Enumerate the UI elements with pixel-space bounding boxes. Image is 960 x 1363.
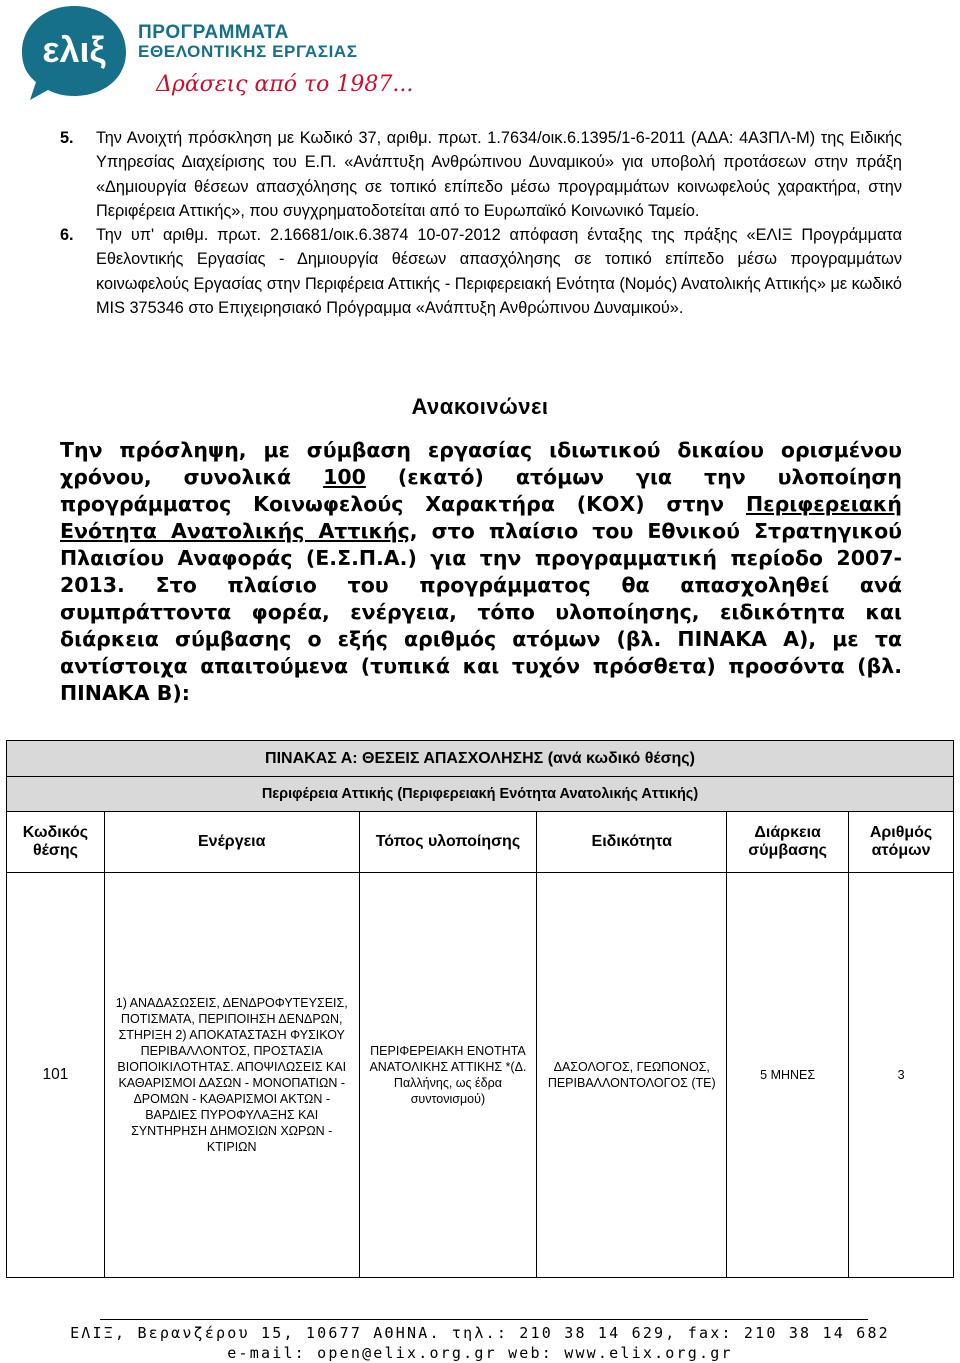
reference-item [60, 223, 902, 320]
body-text-part2: (εκατό) ατόμων για την υλοποίηση προγράμματος Κοινωφελούς Χαρακτήρα (ΚΟΧ) στην [60, 465, 902, 516]
footer-address: ΕΛΙΞ, Βερανζέρου 15, 10677 ΑΘΗΝΑ. τηλ.: 210 38 14 629, fax: 210 38 14 682 [70, 1324, 890, 1342]
column-header: Κωδικός θέσης [7, 812, 105, 873]
total-persons-count: 100 [323, 465, 366, 489]
position-specialty: ΔΑΣΟΛΟΓΟΣ, ΓΕΩΠΟΝΟΣ, ΠΕΡΙΒΑΛΛΟΝΤΟΛΟΓΟΣ (ΤΕ) [537, 873, 727, 1278]
reference-item [60, 126, 902, 223]
logo-wordmark: ελιξ [42, 29, 106, 70]
item-text: Την Ανοιχτή πρόσκληση με Κωδικό 37, αριθμ. πρωτ. 1.7634/οικ.6.1395/1-6-2011 (ΑΔΑ: 4Α3ΠΛ-Μ) της Ειδικής Υπηρεσίας Διαχείρισης του Ε.Π. «Ανάπτυξη Ανθρώπινου Δυναμικού» για υποβολή προτάσεων στην πράξη «Δημιουργία θέσεων απασχόλησης σε τοπικό επίπεδο μέσω προγραμμάτων κοινωφελούς χαρακτήρα, στην Περιφέρεια Αττικής», που συγχρηματοδοτείται από το Ευρωπαϊκό Κοινωνικό Ταμείο. [96, 129, 902, 220]
table-row [7, 873, 954, 1278]
announcement-body [60, 437, 902, 707]
column-header: Τόπος υλοποίησης [359, 812, 537, 873]
positions-table [6, 740, 954, 1278]
organization-logo [16, 2, 414, 102]
position-place: ΠΕΡΙΦΕΡΕΙΑΚΗ ΕΝΟΤΗΤΑ ΑΝΑΤΟΛΙΚΗΣ ΑΤΤΙΚΗΣ *(Δ. Παλλήνης, ως έδρα συντονισμού) [359, 873, 537, 1278]
position-action: 1) ΑΝΑΔΑΣΩΣΕΙΣ, ΔΕΝΔΡΟΦΥΤΕΥΣΕΙΣ, ΠΟΤΙΣΜΑΤΑ, ΠΕΡΙΠΟΙΗΣΗ ΔΕΝΔΡΩΝ, ΣΤΗΡΙΞΗ 2) ΑΠΟΚΑΤΑΣΤΑΣΗ ΦΥΣΙΚΟΥ ΠΕΡΙΒΑΛΛΟΝΤΟΣ, ΠΡΟΣΤΑΣΙΑ ΒΙΟΠΟΙΚΙΛΟΤΗΤΑΣ. ΑΠΟΨΙΛΩΣΕΙΣ ΚΑΙ ΚΑΘΑΡΙΣΜΟΙ ΔΑΣΩΝ - ΜΟΝΟΠΑΤΙΩΝ - ΔΡΟΜΩΝ - ΚΑΘΑΡΙΣΜΟΙ ΑΚΤΩΝ - ΒΑΡΔΙΕΣ ΠΥΡΟΦΥΛΑΞΗΣ ΚΑΙ ΣΥΝΤΗΡΗΣΗ ΔΗΜΟΣΙΩΝ ΧΩΡΩΝ - ΚΤΙΡΙΩΝ [104, 873, 359, 1278]
item-number: 5. [60, 129, 74, 147]
body-text-part1: Την πρόσληψη, με σύμβαση εργασίας ιδιωτικού δικαίου ορισμένου χρόνου, συνολικά [60, 438, 902, 489]
item-number: 6. [60, 226, 74, 245]
column-header: Ειδικότητα [537, 812, 727, 873]
org-name-line1: ΠΡΟΓΡΑΜΜΑΤΑ [138, 22, 289, 43]
org-name-line2: ΕΘΕΛΟΝΤΙΚΗΣ ΕΡΓΑΣΙΑΣ [138, 42, 358, 61]
footer-divider [100, 1319, 868, 1320]
position-persons: 3 [849, 873, 954, 1278]
body-text-part3: , στο πλαίσιο του Εθνικού Στρατηγικού Πλαισίου Αναφοράς (Ε.Σ.Π.Α.) για την προγραμματική περίοδο 2007-2013. Στο πλαίσιο του προγράμματος θα απασχοληθεί ανά συμπράττοντα φορέα, ενέργεια, τόπο υλοποίησης, ειδικότητα και διάρκεια σύμβασης ο εξής αριθμός ατόμων (βλ. ΠΙΝΑΚΑ Α), με τα αντίστοιχα απαιτούμενα (τυπικά και τυχόν πρόσθετα) προσόντα (βλ. ΠΙΝΑΚΑ Β): [60, 519, 902, 705]
org-slogan: Δράσεις από το 1987... [156, 72, 414, 97]
table-title: ΠΙΝΑΚΑΣ Α: ΘΕΣΕΙΣ ΑΠΑΣΧΟΛΗΣΗΣ (ανά κωδικό θέσης) [7, 741, 954, 777]
reference-list [60, 126, 902, 320]
position-code: 101 [7, 873, 105, 1278]
column-header: Διάρκεια σύμβασης [727, 812, 849, 873]
region-name: Περιφερειακή Ενότητα Ανατολικής Αττικής [60, 492, 902, 543]
table-header-row [7, 812, 954, 873]
footer-contact: e-mail: open@elix.org.gr web: www.elix.org.gr [227, 1344, 733, 1362]
logo-speech-bubble-icon [16, 2, 132, 102]
position-duration: 5 ΜΗΝΕΣ [727, 873, 849, 1278]
table-region: Περιφέρεια Αττικής (Περιφερειακή Ενότητα Ανατολικής Αττικής) [7, 777, 954, 812]
item-text: Την υπ' αριθμ. πρωτ. 2.16681/οικ.6.3874 10-07-2012 απόφαση ένταξης της πράξης «ΕΛΙΞ Προγράμματα Εθελοντικής Εργασίας - Δημιουργία θέσεων απασχόλησης σε τοπικό επίπεδο μέσω προγραμμάτων κοινωφελούς Εργασίας στην Περιφέρεια Αττικής - Περιφερειακή Ενότητα (Νομός) Ανατολικής Αττικής» με κωδικό MIS 375346 στο Επιχειρησιακό Πρόγραμμα «Ανάπτυξη Ανθρώπινου Δυναμικού». [96, 226, 902, 318]
announcement-heading: Ανακοινώνει [411, 394, 549, 419]
column-header: Ενέργεια [104, 812, 359, 873]
column-header: Αριθμός ατόμων [849, 812, 954, 873]
